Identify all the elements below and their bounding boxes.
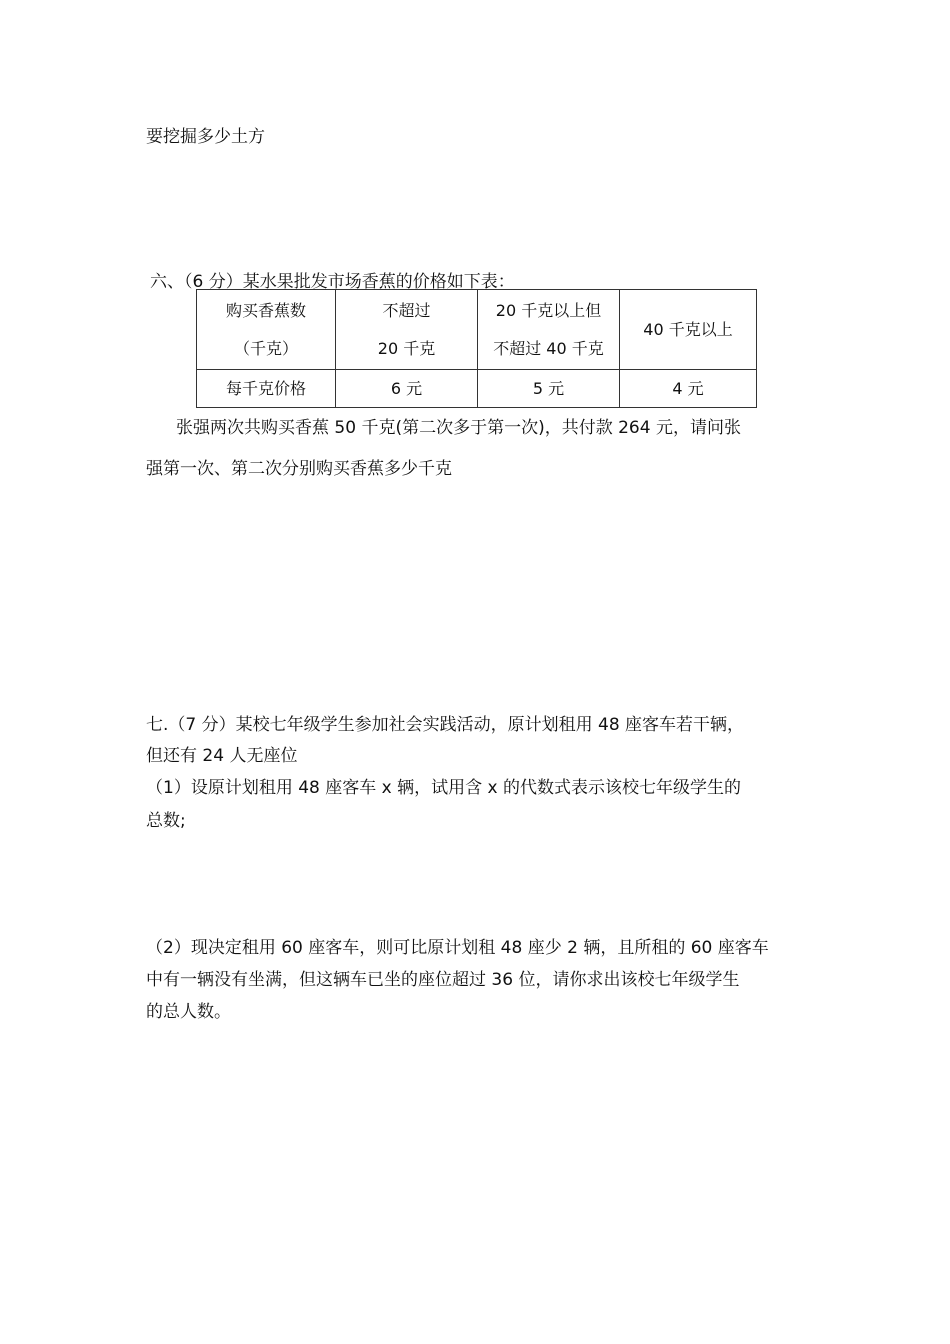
- price-cell-tier-3: 4 元: [620, 370, 757, 408]
- price-row-label: 每千克价格: [197, 370, 336, 408]
- question-7-part-1-line-1: （1）设原计划租用 48 座客车 x 辆，试用含 x 的代数式表示该校七年级学生的: [146, 778, 741, 798]
- header-cell-tier-3: 40 千克以上: [620, 290, 757, 370]
- price-cell-tier-1: 6 元: [336, 370, 478, 408]
- header-cell-tier-2: 20 千克以上但 不超过 40 千克: [478, 290, 620, 370]
- previous-question-tail: 要挖掘多少土方: [146, 127, 265, 147]
- question-7-title-line-1: 七.（7 分）某校七年级学生参加社会实践活动，原计划租用 48 座客车若干辆，: [146, 715, 745, 735]
- question-6-body-line-2: 强第一次、第二次分别购买香蕉多少千克: [146, 459, 452, 479]
- question-7-part-2-line-2: 中有一辆没有坐满，但这辆车已坐的座位超过 36 位，请你求出该校七年级学生: [146, 970, 740, 990]
- banana-price-table: [196, 289, 757, 408]
- table-header-row: [197, 290, 757, 370]
- question-7-part-1-line-2: 总数;: [146, 811, 186, 831]
- question-7-title-line-2: 但还有 24 人无座位: [146, 746, 298, 766]
- header-cell-quantity: 购买香蕉数 （千克）: [197, 290, 336, 370]
- header-cell-tier-1: 不超过 20 千克: [336, 290, 478, 370]
- table-price-row: [197, 370, 757, 408]
- price-cell-tier-2: 5 元: [478, 370, 620, 408]
- question-7-part-2-line-3: 的总人数。: [146, 1002, 231, 1022]
- question-6-body-line-1: 张强两次共购买香蕉 50 千克(第二次多于第一次)，共付款 264 元，请问张: [176, 418, 741, 438]
- question-7-part-2-line-1: （2）现决定租用 60 座客车，则可比原计划租 48 座少 2 辆，且所租的 60 座客车: [146, 938, 769, 958]
- question-6-title: 六、（6 分）某水果批发市场香蕉的价格如下表：: [150, 272, 515, 292]
